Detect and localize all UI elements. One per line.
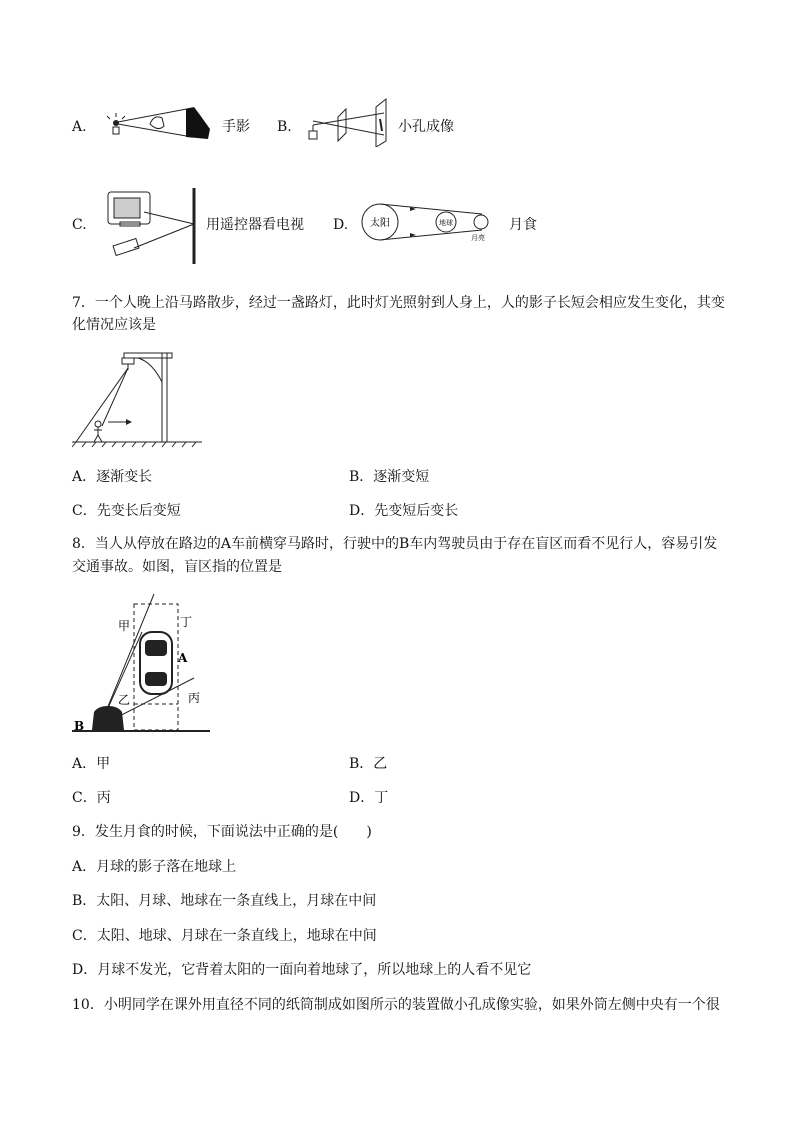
q7-option-a: A．逐渐变长 xyxy=(72,469,153,485)
car-a-label: A xyxy=(178,651,188,665)
jia-label: 甲 xyxy=(118,619,131,633)
pinhole-imaging-figure xyxy=(304,97,396,147)
remote-control-tv-figure xyxy=(104,186,202,266)
ding-label: 丁 xyxy=(180,615,193,629)
q9-option-b: B．太阳、月球、地球在一条直线上，月球在中间 xyxy=(72,893,377,909)
q6-option-d-letter: D. xyxy=(333,217,349,233)
hand-shadow-figure xyxy=(104,103,220,143)
q6-option-c-letter: C. xyxy=(72,217,87,233)
earth-label: 地球 xyxy=(439,219,453,227)
q8-stem-line2: 交通事故。如图，盲区指的位置是 xyxy=(72,559,282,575)
q8-stem-line1: 8．当人从停放在路边的A车前横穿马路时，行驶中的B车内驾驶员由于存在盲区而看不见行人，容易引发 xyxy=(72,536,718,552)
q9-option-c: C．太阳、地球、月球在一条直线上，地球在中间 xyxy=(72,928,377,944)
q9-option-d: D．月球不发光，它背着太阳的一面向着地球了，所以地球上的人看不见它 xyxy=(72,962,532,978)
q7-stem-line1: 7．一个人晚上沿马路散步，经过一盏路灯，此时灯光照射到人身上，人的影子长短会相应发生变化，其变 xyxy=(72,295,725,311)
blind-spot-figure xyxy=(72,592,212,736)
q6-option-a-caption: 手影 xyxy=(222,119,250,135)
car-b-label: B xyxy=(74,719,85,733)
q6-option-b-letter: B. xyxy=(277,119,292,135)
bing-label: 丙 xyxy=(188,691,201,705)
q7-option-d: D．先变短后变长 xyxy=(349,503,459,519)
q6-option-b-caption: 小孔成像 xyxy=(398,119,454,135)
q6-option-c-caption: 用遥控器看电视 xyxy=(206,217,304,233)
moon-label: 月亮 xyxy=(471,234,485,242)
q8-option-c: C．丙 xyxy=(72,790,111,806)
q6-option-a-letter: A. xyxy=(72,119,87,135)
street-lamp-figure xyxy=(72,348,206,448)
q9-stem: 9．发生月食的时候，下面说法中正确的是( ) xyxy=(72,824,372,840)
yi-label: 乙 xyxy=(118,693,131,707)
q9-option-a: A．月球的影子落在地球上 xyxy=(72,859,237,875)
lunar-eclipse-figure xyxy=(360,192,496,252)
sun-label: 太阳 xyxy=(370,218,390,229)
q6-option-d-caption: 月食 xyxy=(509,217,537,233)
q10-stem-line1: 10．小明同学在课外用直径不同的纸筒制成如图所示的装置做小孔成像实验，如果外筒左侧中央有一个很 xyxy=(72,997,720,1013)
q8-option-d: D．丁 xyxy=(349,790,389,806)
q7-option-c: C．先变长后变短 xyxy=(72,503,181,519)
q7-stem-line2: 化情况应该是 xyxy=(72,317,156,333)
q8-option-b: B．乙 xyxy=(349,756,388,772)
q8-option-a: A．甲 xyxy=(72,756,111,772)
q7-option-b: B．逐渐变短 xyxy=(349,469,430,485)
